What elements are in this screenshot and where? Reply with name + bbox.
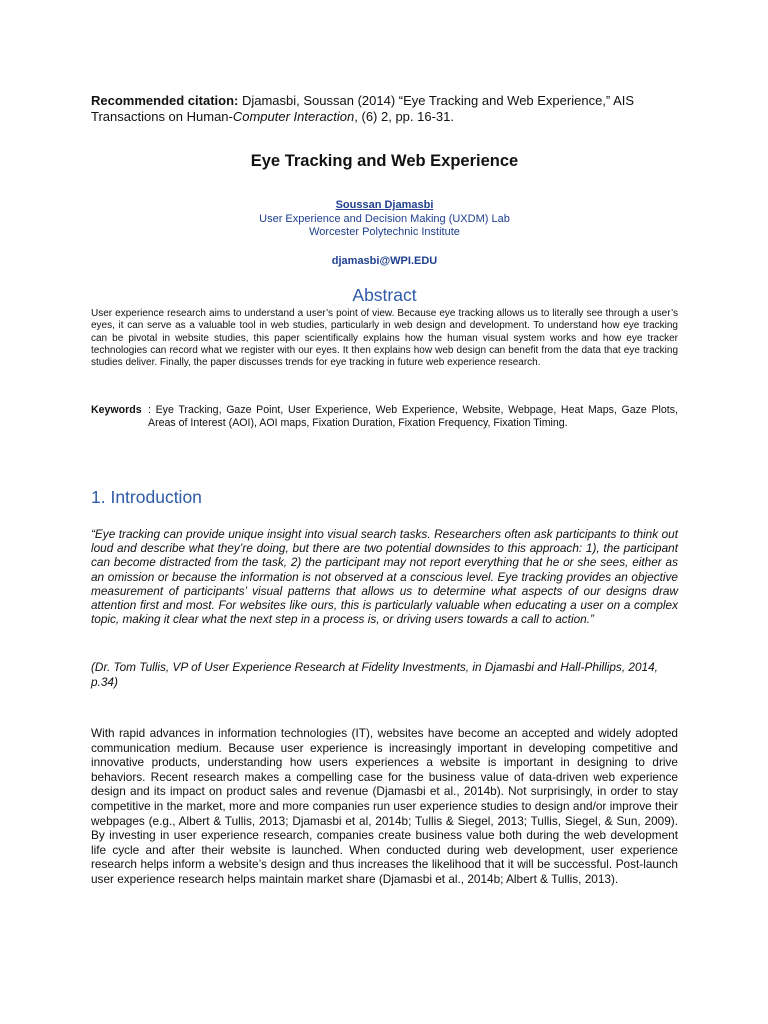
recommended-citation [91, 93, 678, 125]
affiliation-lab: User Experience and Decision Making (UXDM) Lab [259, 212, 510, 225]
abstract-heading: Abstract [352, 285, 417, 305]
citation-journal-italic: Computer Interaction [232, 109, 355, 124]
affiliation-institute: Worcester Polytechnic Institute [309, 226, 460, 239]
citation-volume: , (6) 2, pp. 16-31. [354, 109, 454, 124]
keywords-list: : Eye Tracking, Gaze Point, User Experience, Web Experience, Website, Webpage, Heat Maps, Gaze Plots, Areas of Interest (AOI), AOI maps, Fixation Duration, Fixation Frequency, Fixation Timing. [148, 404, 678, 430]
quote-attribution: (Dr. Tom Tullis, VP of User Experience Research at Fidelity Investments, in Djamasbi and Hall-Phillips, 2014, p.34) [91, 660, 658, 689]
author-email: djamasbi@WPI.EDU [331, 255, 438, 267]
intro-paragraph: With rapid advances in information technologies (IT), websites have become an accepted and widely adopted communication medium. Because user experience is increasingly important in developing competitive and innovative products, understanding how users experiences a website is important in designing to drive behaviors. Recent research makes a compelling case for the business value of data-driven web experience design and its impact on product sales and revenue (Djamasbi et al., 2014b). Not surprisingly, in order to stay competitive in the market, more and more companies run user experience studies to design and/or improve their webpages (e.g., Albert & Tullis, 2013; Djamasbi et al, 2014b; Tullis & Siegel, 2013; Tullis, Siegel, & Sun, 2009). By investing in user experience research, companies create business value both during the web development life cycle and after their website is launched. When conducted during web development, user experience research helps inform a website’s design and thus increases the likelihood that it will be successful. Post-launch user experience research helps maintain market share (Djamasbi et al., 2014b; Albert & Tullis, 2013). [91, 726, 678, 886]
citation-text: Djamasbi, Soussan (2014) “Eye Tracking and Web Experience,” AIS Transactions on Human- [91, 93, 635, 124]
author-name: Soussan Djamasbi [335, 199, 434, 211]
intro-quote: “Eye tracking can provide unique insight into visual search tasks. Researchers often ask participants to think out loud and describe what they’re doing, but there are two potential downsides to this approach: 1), the participant can become distracted from the task, 2) the participant may not report everything that he or she sees, either as an omission or because the information is not observed at a conscious level. Eye tracking provides an objective measurement of participants’ visual patterns that allows us to determine what aspects of our designs draw attention first and most. For websites like ours, this is particularly valuable when educating a user on a complex topic, making it clear what the next step in a process is, or driving users towards a call to action.” [91, 527, 678, 627]
keywords [91, 404, 678, 431]
author-block [91, 199, 678, 240]
keywords-label: Keywords [91, 404, 142, 416]
paper-title: Eye Tracking and Web Experience [250, 152, 519, 170]
section-heading-introduction: 1. Introduction [91, 487, 202, 507]
citation-label: Recommended citation: [91, 93, 239, 108]
paper-page [91, 0, 678, 1024]
abstract-text: User experience research aims to understand a user’s point of view. Because eye tracking allows us to literally see through a user’s eyes, it can serve as a valuable tool in web studies, particularly in web design and development. To understand how eye tracking can be pivotal in website studies, this paper scientifically explains how the human visual system works and how eye tracker technologies can record what we register with our eyes. It then explains how web design can benefit from the data that eye tracking studies deliver. Finally, the paper discusses trends for eye tracking in future web experience research. [91, 308, 678, 369]
